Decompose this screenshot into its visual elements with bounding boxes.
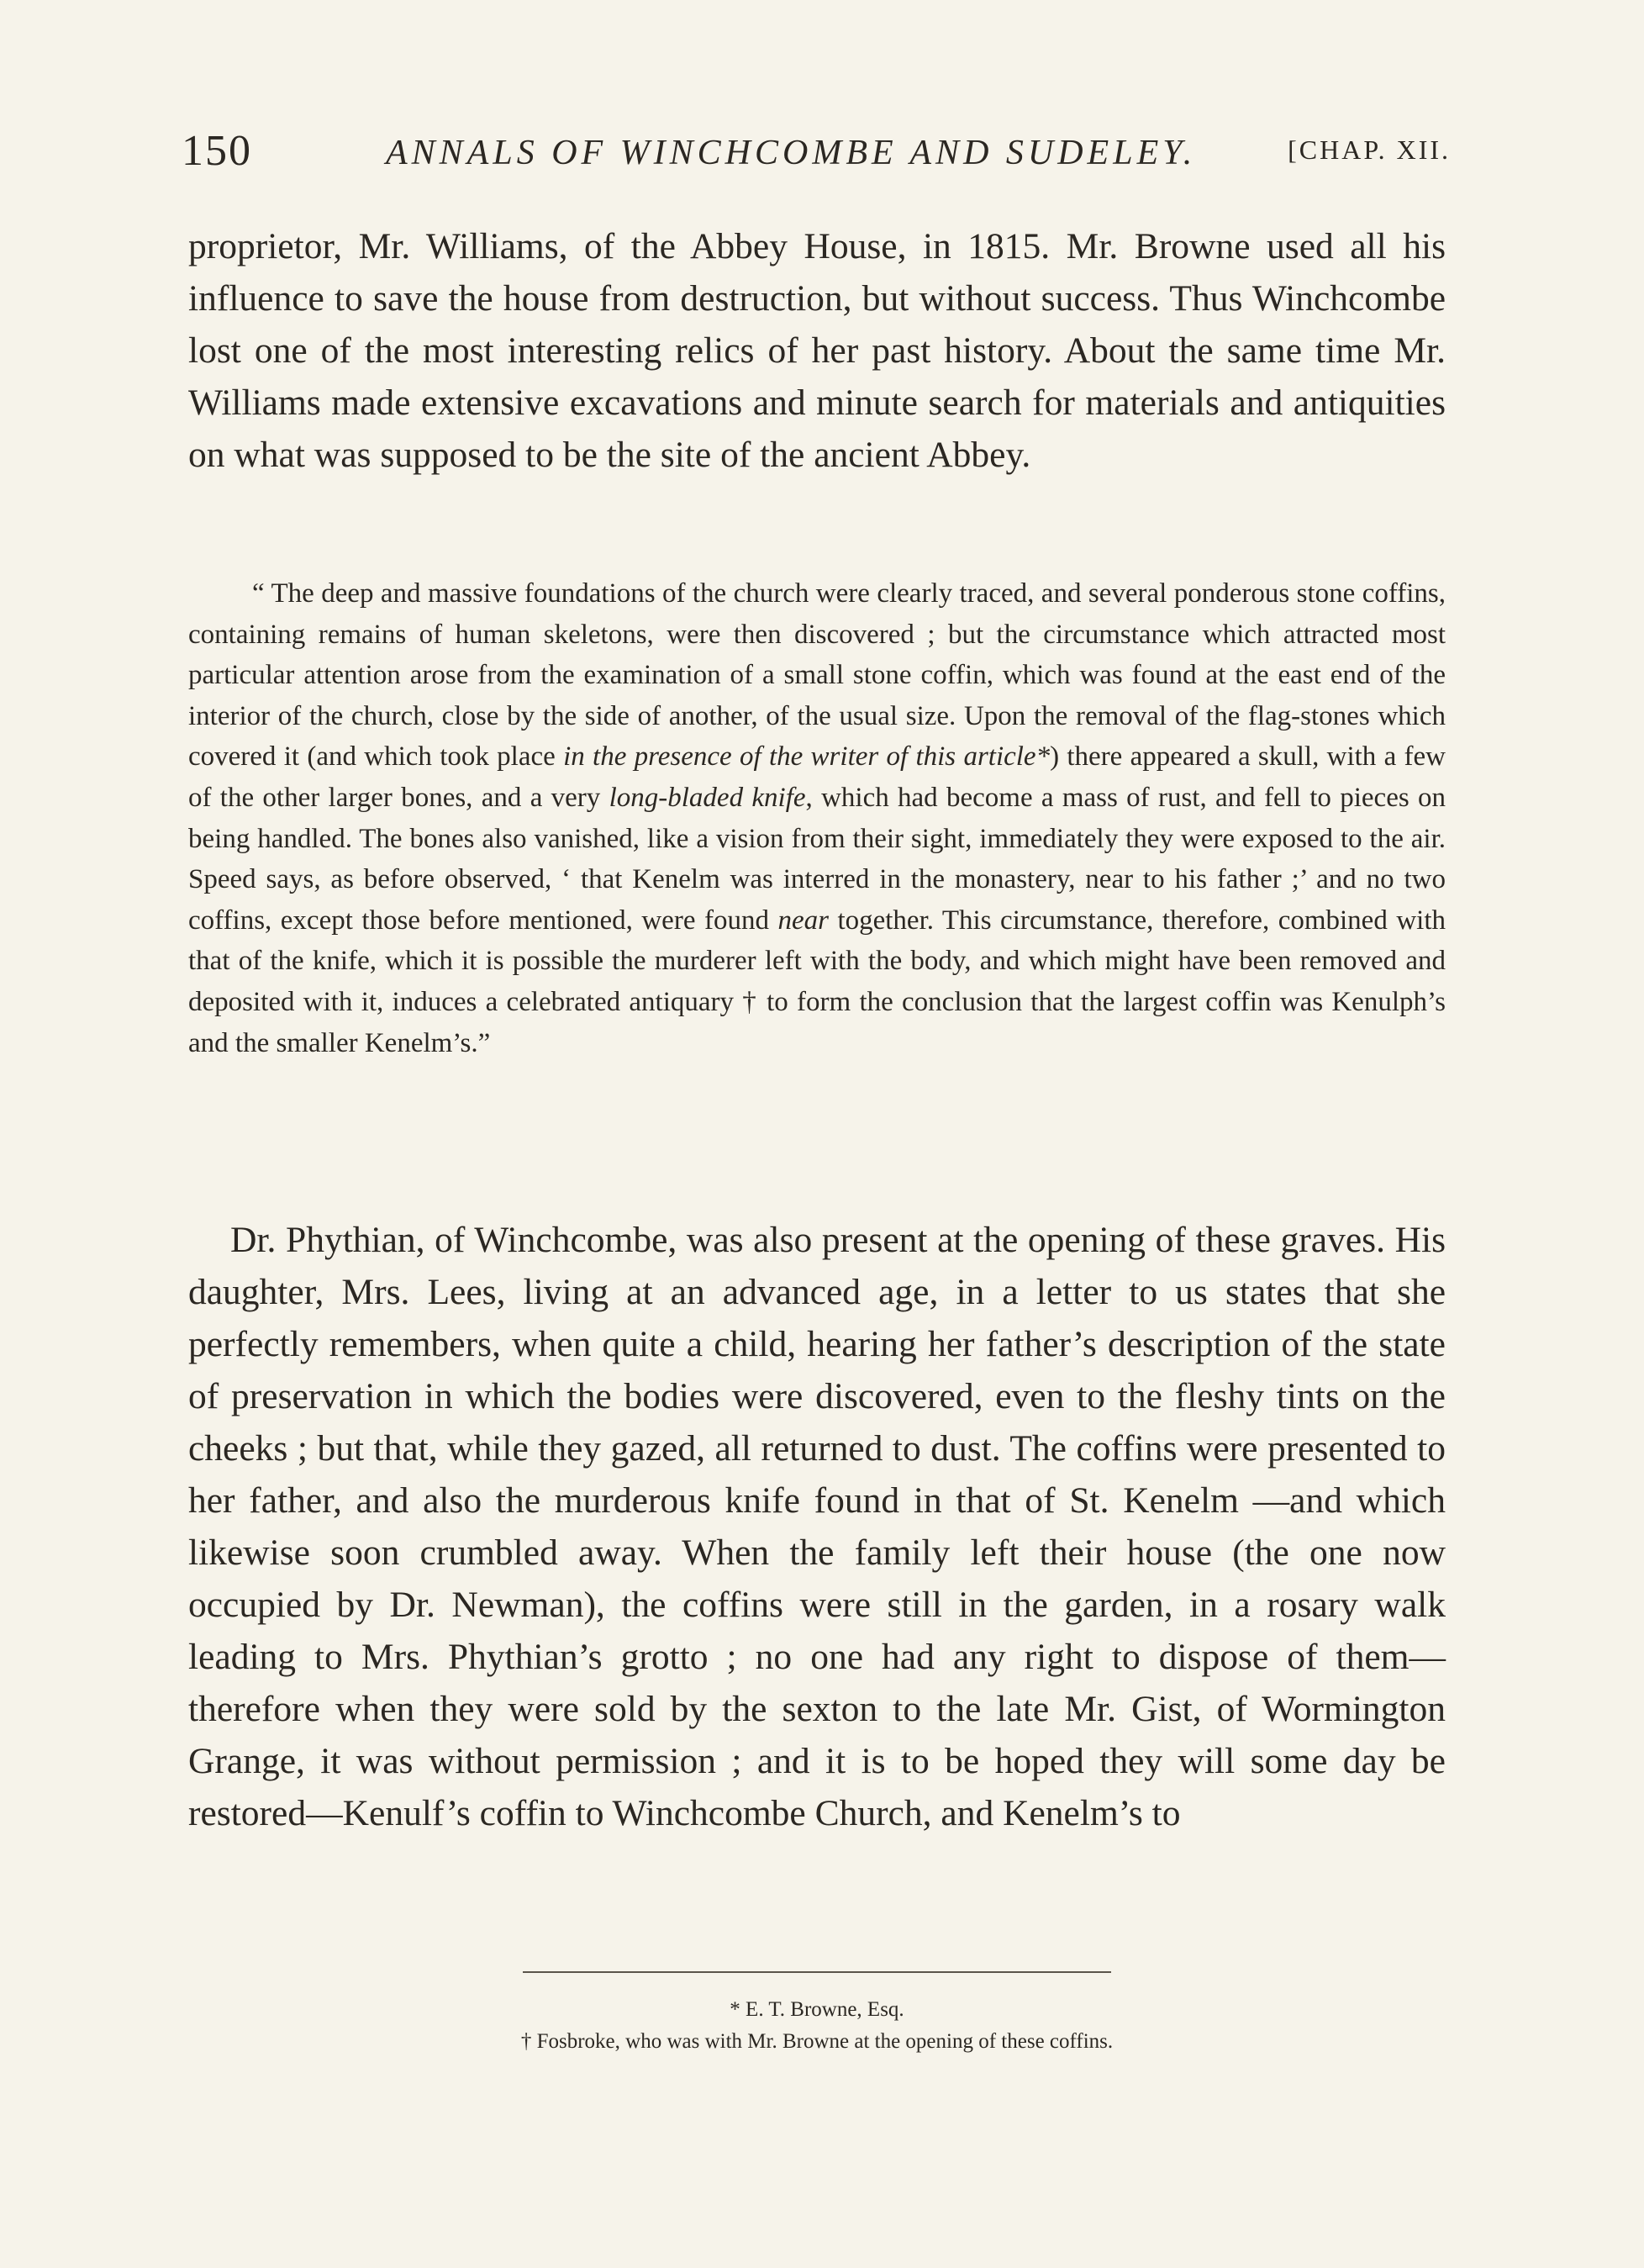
quote-italic-1: in the presence of the writer of this article <box>563 741 1036 773</box>
page-number: 150 <box>182 127 252 175</box>
footnotes <box>188 1994 1446 2058</box>
footnote-1: * E. T. Browne, Esq. <box>730 1998 904 2021</box>
block-quote <box>188 573 1446 1063</box>
running-title: ANNALS OF WINCHCOMBE AND SUDELEY. <box>386 134 1197 172</box>
quote-part-5: to form the conclusion that the largest coffin was Kenulph’s and the smaller Kenelm’s.” <box>188 986 1446 1058</box>
footnote-marker-dagger: † <box>742 986 758 1017</box>
footnote-divider <box>523 1971 1111 1973</box>
paragraph-3-text: Dr. Phythian, of Winchcombe, was also present at the opening of these graves. His daughter, Mrs. Lees, living at an advanced age, in a letter to us states that she perfectly remembers, when quite a child, hearing her father’s description of the state of preservation in which the bodies were discovered, even to the fleshy tints on the cheeks ; but that, while they gazed, all returned to dust. The coffins were presented to her father, and also the murderous knife found in that of St. Kenelm —and which likewise soon crumbled away. When the family left their house (the one now occupied by Dr. Newman), the coffins were still in the garden, in a rosary walk leading to Mrs. Phythian’s grotto ; no one had any right to dispose of them—therefore when they were sold by the sexton to the late Mr. Gist, of Wormington Grange, it was without permission ; and it is to be hoped they will some day be restored—Kenulf’s coffin to Winchcombe Church, and Kenelm’s to <box>188 1220 1446 1833</box>
quote-italic-3: near <box>777 905 829 936</box>
paragraph-1 <box>188 220 1446 481</box>
paragraph-3 <box>188 1214 1446 1839</box>
quote-italic-2: long-bladed knife <box>609 782 806 813</box>
page-header <box>182 126 1451 185</box>
footnote-2: † Fosbroke, who was with Mr. Browne at the opening of these coffins. <box>520 2030 1114 2053</box>
quote-part-4: together. This circumstance, therefore, combined with that of the knife, which it is possible the murderer left with the body, and which might have been removed and deposited with it, induces a celebrated antiquary <box>188 905 1446 1017</box>
footnote-marker-asterisk: * <box>1035 741 1051 773</box>
quote-part-2: ) there appeared a skull, with a few of the other larger bones, and a very <box>188 741 1446 813</box>
paragraph-1-text: proprietor, Mr. Williams, of the Abbey House, in 1815. Mr. Browne used all his influence to save the house from destruction, but without success. Thus Winchcombe lost one of the most interesting relics of her past history. About the same time Mr. Williams made extensive excavations and minute search for materials and antiquities on what was supposed to be the site of the ancient Abbey. <box>188 226 1446 475</box>
chapter-label: [CHAP. XII. <box>1288 134 1451 165</box>
quote-part-3: , which had become a mass of rust, and fell to pieces on being handled. The bones also vanished, like a vision from their sight, immediately they were exposed to the air. Speed says, as before observed, ‘ that Kenelm was interred in the monastery, near to his father ;’ and no two coffins, except those before mentioned, were found <box>188 782 1446 936</box>
block-quote-text <box>188 573 1446 1063</box>
quote-part-1: “ The deep and massive foundations of the church were clearly traced, and several ponderous stone coffins, containing remains of human skeletons, were then discovered ; but the circumstance which attracted most particular attention arose from the examination of a small stone coffin, which was found at the east end of the interior of the church, close by the side of another, of the usual size. Upon the removal of the flag-stones which covered it (and which took place <box>188 578 1446 773</box>
